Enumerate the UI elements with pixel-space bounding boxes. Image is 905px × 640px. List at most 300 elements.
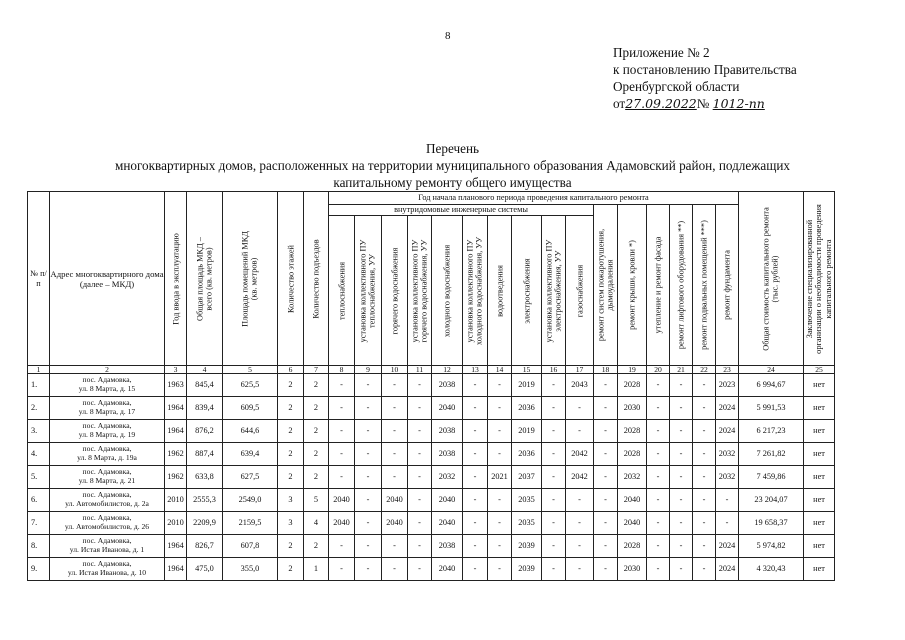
cell-c12: 2040 [432,512,463,535]
address-line: пос. Адамовка, [82,398,132,408]
cell-floors: 2 [278,558,304,581]
header-basement: ремонт подвальных помещений ***) [693,205,716,366]
cell-entr: 5 [304,489,329,512]
cell-year: 1964 [165,420,187,443]
cell-c11: - [408,397,432,420]
cell-c11: - [408,466,432,489]
address-line: ул. Автомобилистов, д. 2а [65,499,149,508]
cell-year: 1963 [165,374,187,397]
cell-c16: - [542,535,566,558]
table-row [28,558,835,581]
cell-premises: 2159,5 [223,512,278,535]
buildings-table [27,191,835,581]
cell-c9: - [355,489,382,512]
cell-c15: 2019 [512,374,542,397]
cell-c18: - [594,420,618,443]
cell-cost: 4 320,43 [739,558,804,581]
cell-entr: 1 [304,558,329,581]
cell-c21: - [670,420,693,443]
cell-c10: - [382,535,408,558]
cell-c14: - [488,397,512,420]
cell-c13: - [463,374,488,397]
address-line: ул. Истая Иванова, д. 10 [67,568,147,577]
cell-floors: 2 [278,397,304,420]
cell-c14: - [488,420,512,443]
cell-c20: - [647,558,670,581]
header-drainage: водоотведения [488,216,512,366]
cell-floors: 3 [278,512,304,535]
cell-c22: - [693,466,716,489]
cell-c8: - [329,466,355,489]
column-number: 13 [463,366,488,374]
address-line: пос. Адамовка, [82,375,132,385]
cell-c14: - [488,443,512,466]
header-hot-meter: установка коллективного ПУ горячего водоснабжения, УУ [408,216,432,366]
cell-no: 9. [28,558,50,581]
column-number: 14 [488,366,512,374]
cell-c12: 2038 [432,443,463,466]
cell-c15: 2035 [512,489,542,512]
column-number: 7 [304,366,329,374]
cell-c18: - [594,558,618,581]
cell-concl: нет [804,489,835,512]
cell-c8: - [329,535,355,558]
cell-address [50,420,165,443]
cell-c23: - [716,512,739,535]
cell-c12: 2032 [432,466,463,489]
column-number: 11 [408,366,432,374]
header-no: № п/п [28,192,50,366]
cell-c22: - [693,512,716,535]
column-number: 3 [165,366,187,374]
header-total-area: Общая площадь МКД – всего (кв. метров) [187,192,223,366]
cell-no: 7. [28,512,50,535]
cell-c23: - [716,489,739,512]
cell-floors: 2 [278,535,304,558]
header-period-group: Год начала планового периода проведения капитального ремонта [329,192,739,205]
cell-floors: 2 [278,466,304,489]
table-row [28,374,835,397]
cell-total: 633,8 [187,466,223,489]
cell-c11: - [408,558,432,581]
cell-no: 8. [28,535,50,558]
header-fire: ремонт систем пожаротушения, дымоудаления [594,205,618,366]
number-prefix: № [696,96,710,111]
cell-c23: 2024 [716,535,739,558]
cell-c8: 2040 [329,512,355,535]
address-line: пос. Адамовка, [82,421,132,431]
cell-c20: - [647,420,670,443]
cell-c13: - [463,489,488,512]
cell-concl: нет [804,535,835,558]
cell-c14: 2021 [488,466,512,489]
column-number: 8 [329,366,355,374]
cell-premises: 644,6 [223,420,278,443]
cell-total: 475,0 [187,558,223,581]
cell-no: 1. [28,374,50,397]
cell-c12: 2040 [432,397,463,420]
cell-c18: - [594,374,618,397]
cell-c19: 2028 [618,443,647,466]
cell-c17: - [566,535,594,558]
document-date: 27.09.2022 [625,96,697,111]
cell-c21: - [670,512,693,535]
cell-no: 3. [28,420,50,443]
cell-year: 1962 [165,466,187,489]
cell-entr: 2 [304,397,329,420]
cell-c10: - [382,558,408,581]
cell-c21: - [670,443,693,466]
cell-c14: - [488,489,512,512]
cell-c22: - [693,397,716,420]
cell-c21: - [670,535,693,558]
column-number: 16 [542,366,566,374]
cell-c9: - [355,420,382,443]
header-gas: газоснабжения [566,216,594,366]
cell-c10: - [382,466,408,489]
cell-c13: - [463,558,488,581]
cell-entr: 2 [304,374,329,397]
cell-c23: 2024 [716,420,739,443]
cell-premises: 627,5 [223,466,278,489]
cell-c15: 2019 [512,420,542,443]
cell-no: 2. [28,397,50,420]
cell-total: 2555,3 [187,489,223,512]
cell-entr: 2 [304,420,329,443]
cell-address [50,443,165,466]
cell-c18: - [594,535,618,558]
cell-concl: нет [804,512,835,535]
cell-c15: 2039 [512,558,542,581]
cell-floors: 2 [278,374,304,397]
cell-year: 1962 [165,443,187,466]
cell-total: 876,2 [187,420,223,443]
cell-c12: 2040 [432,558,463,581]
header-entrances: Количество подъездов [304,192,329,366]
cell-address [50,535,165,558]
cell-c16: - [542,420,566,443]
cell-c9: - [355,558,382,581]
cell-c8: - [329,558,355,581]
cell-c12: 2038 [432,535,463,558]
cell-year: 2010 [165,489,187,512]
table-row [28,397,835,420]
table-row [28,443,835,466]
cell-c19: 2028 [618,374,647,397]
address-line: ул. 8 Марта, д. 15 [78,384,136,393]
column-number: 20 [647,366,670,374]
cell-c17: - [566,489,594,512]
cell-c8: 2040 [329,489,355,512]
column-number: 24 [739,366,804,374]
cell-c14: - [488,535,512,558]
cell-c21: - [670,374,693,397]
header-address: Адрес многоквартирного дома (далее – МКД) [50,192,165,366]
address-line: пос. Адамовка, [82,536,132,546]
cell-c16: - [542,374,566,397]
cell-c22: - [693,535,716,558]
cell-c13: - [463,420,488,443]
appendix-date-line [613,95,797,112]
column-number: 15 [512,366,542,374]
cell-c13: - [463,397,488,420]
address-line: пос. Адамовка, [82,559,132,569]
cell-address [50,466,165,489]
cell-c22: - [693,443,716,466]
cell-no: 4. [28,443,50,466]
cell-c21: - [670,466,693,489]
cell-c13: - [463,466,488,489]
table-row [28,420,835,443]
cell-c12: 2038 [432,420,463,443]
column-number: 19 [618,366,647,374]
cell-c11: - [408,535,432,558]
cell-c19: 2030 [618,397,647,420]
cell-c11: - [408,374,432,397]
column-number: 23 [716,366,739,374]
cell-c18: - [594,489,618,512]
cell-total: 2209,9 [187,512,223,535]
cell-c23: 2032 [716,443,739,466]
cell-c23: 2024 [716,558,739,581]
cell-premises: 2549,0 [223,489,278,512]
cell-c12: 2040 [432,489,463,512]
cell-cost: 7 459,86 [739,466,804,489]
column-number: 9 [355,366,382,374]
cell-c19: 2040 [618,489,647,512]
cell-total: 826,7 [187,535,223,558]
cell-address [50,489,165,512]
cell-floors: 2 [278,443,304,466]
address-line: пос. Адамовка, [82,513,132,523]
table-row [28,489,835,512]
table-row [28,512,835,535]
cell-c16: - [542,397,566,420]
cell-c15: 2036 [512,443,542,466]
cell-c23: 2024 [716,397,739,420]
column-number: 1 [28,366,50,374]
cell-c14: - [488,558,512,581]
cell-entr: 2 [304,535,329,558]
cell-c9: - [355,512,382,535]
cell-c8: - [329,397,355,420]
cell-c20: - [647,489,670,512]
cell-c19: 2032 [618,466,647,489]
cell-c16: - [542,512,566,535]
cell-c16: - [542,443,566,466]
cell-c10: - [382,443,408,466]
cell-c19: 2030 [618,558,647,581]
cell-c13: - [463,443,488,466]
cell-c15: 2035 [512,512,542,535]
cell-year: 1964 [165,535,187,558]
cell-c17: 2042 [566,466,594,489]
cell-year: 2010 [165,512,187,535]
cell-c11: - [408,420,432,443]
date-prefix: от [613,96,626,111]
cell-no: 5. [28,466,50,489]
address-line: пос. Адамовка, [82,444,132,454]
header-conclusion: Заключение специализированной организации о необходимости проведения капитального ремонта [804,192,835,366]
document-title [0,140,905,191]
address-line: ул. Автомобилистов, д. 26 [64,522,150,531]
title-line-1: Перечень [425,141,480,156]
cell-year: 1964 [165,397,187,420]
table-row [28,535,835,558]
cell-address [50,374,165,397]
cell-year: 1964 [165,558,187,581]
cell-c13: - [463,512,488,535]
cell-address [50,512,165,535]
cell-c10: - [382,397,408,420]
column-number: 18 [594,366,618,374]
cell-c23: 2023 [716,374,739,397]
cell-c9: - [355,443,382,466]
cell-premises: 355,0 [223,558,278,581]
cell-c21: - [670,397,693,420]
cell-premises: 609,5 [223,397,278,420]
table-row [28,466,835,489]
cell-c11: - [408,512,432,535]
cell-c21: - [670,558,693,581]
cell-c19: 2040 [618,512,647,535]
cell-c20: - [647,374,670,397]
cell-c10: 2040 [382,512,408,535]
cell-address [50,558,165,581]
address-line: пос. Адамовка, [82,467,132,477]
cell-c20: - [647,443,670,466]
cell-c17: 2043 [566,374,594,397]
column-number: 17 [566,366,594,374]
cell-cost: 5 974,82 [739,535,804,558]
cell-concl: нет [804,443,835,466]
cell-cost: 5 991,53 [739,397,804,420]
appendix-line-1: Приложение № 2 [613,45,710,60]
cell-c19: 2028 [618,420,647,443]
cell-concl: нет [804,558,835,581]
cell-c21: - [670,489,693,512]
cell-c17: 2042 [566,443,594,466]
cell-c20: - [647,512,670,535]
appendix-line-2: к постановлению Правительства [613,62,797,77]
column-number: 10 [382,366,408,374]
cell-no: 6. [28,489,50,512]
cell-entr: 2 [304,443,329,466]
header-cost: Общая стоимость капитального ремонта (тыс. рублей) [739,192,804,366]
cell-c18: - [594,443,618,466]
column-numbers-row [28,366,835,374]
table-body [28,374,835,581]
cell-c19: 2028 [618,535,647,558]
cell-c17: - [566,420,594,443]
cell-c11: - [408,489,432,512]
cell-c10: - [382,420,408,443]
cell-c10: 2040 [382,489,408,512]
cell-c14: - [488,374,512,397]
column-number: 22 [693,366,716,374]
cell-c9: - [355,397,382,420]
cell-c15: 2036 [512,397,542,420]
cell-c9: - [355,466,382,489]
cell-c23: 2032 [716,466,739,489]
header-electricity: электроснабжения [512,216,542,366]
cell-entr: 4 [304,512,329,535]
header-cold-water: холодного водоснабжения [432,216,463,366]
cell-c8: - [329,374,355,397]
column-number: 2 [50,366,165,374]
cell-cost: 6 994,67 [739,374,804,397]
address-line: ул. Истая Иванова, д. 1 [69,545,145,554]
address-line: пос. Адамовка, [82,490,132,500]
column-number: 21 [670,366,693,374]
cell-c17: - [566,512,594,535]
cell-concl: нет [804,374,835,397]
address-line: ул. 8 Марта, д. 19 [78,430,136,439]
cell-cost: 23 204,07 [739,489,804,512]
cell-total: 845,4 [187,374,223,397]
cell-c8: - [329,420,355,443]
column-number: 12 [432,366,463,374]
header-roof: ремонт крыши, кровли *) [618,205,647,366]
address-line: ул. 8 Марта, д. 19а [77,453,137,462]
cell-c22: - [693,558,716,581]
cell-cost: 6 217,23 [739,420,804,443]
header-systems-group: внутридомовые инженерные системы [329,205,594,216]
cell-c22: - [693,374,716,397]
address-line: ул. 8 Марта, д. 17 [78,407,136,416]
cell-c16: - [542,466,566,489]
cell-c20: - [647,466,670,489]
cell-premises: 625,5 [223,374,278,397]
cell-c9: - [355,535,382,558]
header-elevator: ремонт лифтового оборудования **) [670,205,693,366]
cell-concl: нет [804,397,835,420]
cell-entr: 2 [304,466,329,489]
document-number: 1012-пп [712,96,765,111]
cell-c15: 2037 [512,466,542,489]
cell-premises: 607,8 [223,535,278,558]
header-heating: теплоснабжения [329,216,355,366]
cell-c14: - [488,512,512,535]
cell-c17: - [566,397,594,420]
cell-c22: - [693,489,716,512]
cell-c20: - [647,397,670,420]
header-facade: утепление и ремонт фасада [647,205,670,366]
cell-premises: 639,4 [223,443,278,466]
cell-c16: - [542,558,566,581]
cell-c11: - [408,443,432,466]
cell-cost: 7 261,82 [739,443,804,466]
cell-c16: - [542,489,566,512]
header-year-built: Год ввода в эксплуатацию [165,192,187,366]
cell-c20: - [647,535,670,558]
cell-c8: - [329,443,355,466]
header-hot-water: горячего водоснабжения [382,216,408,366]
appendix-block [613,44,797,112]
header-cold-meter: установка коллективного ПУ холодного водоснабжения, УУ [463,216,488,366]
cell-c18: - [594,397,618,420]
cell-concl: нет [804,420,835,443]
page-number: 8 [445,30,451,42]
cell-c10: - [382,374,408,397]
cell-c13: - [463,535,488,558]
cell-floors: 2 [278,420,304,443]
cell-c18: - [594,512,618,535]
column-number: 25 [804,366,835,374]
column-number: 5 [223,366,278,374]
cell-total: 887,4 [187,443,223,466]
column-number: 4 [187,366,223,374]
